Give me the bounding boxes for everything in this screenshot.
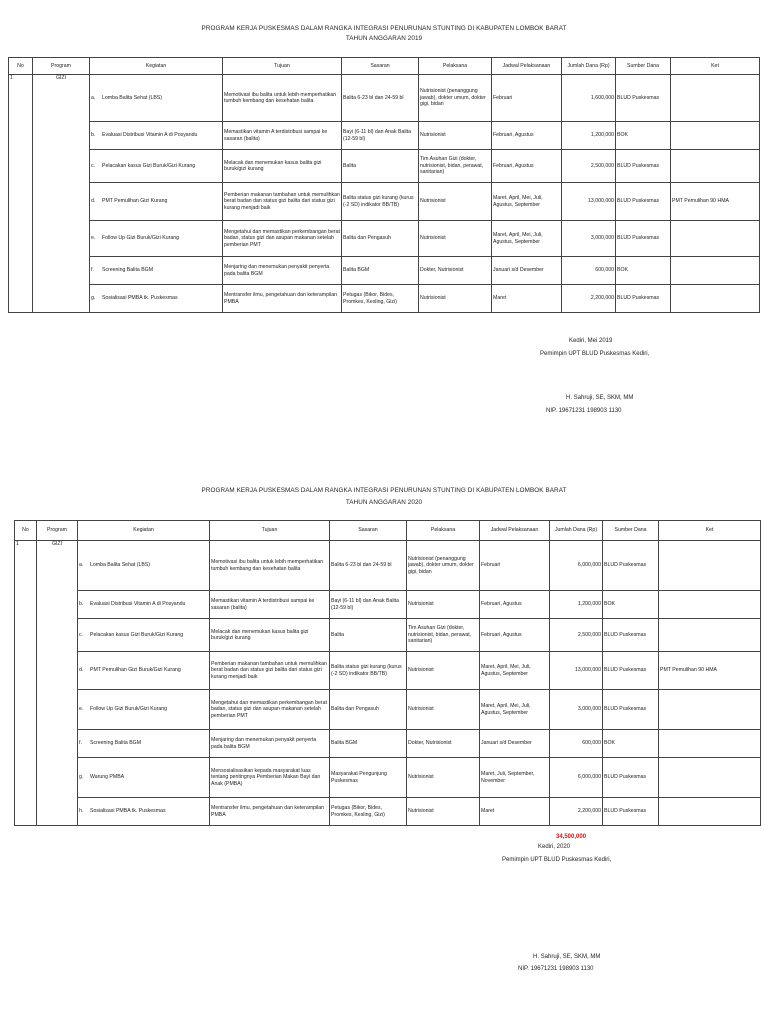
tujuan-cell: Pemberian makanan tambahan untuk memulihkan berat badan dan status gizi balita dari status gizi kurang menjadi baik — [210, 652, 330, 690]
dana-cell: 600,000 — [562, 257, 616, 285]
sumber-dana-cell: BLUD Puskesmas — [616, 183, 671, 221]
table-row — [15, 619, 761, 652]
tujuan-cell: Menjaring dan menemukan penyakit penyerta pada balita BGM — [210, 730, 330, 758]
doc2-signer-name: H. Sahruji, SE, SKM, MM — [533, 954, 601, 960]
tujuan-cell: Pemberian makanan tambahan untuk memulihkan berat badan dan status gizi balita dari status gizi kurang menjadi baik — [223, 183, 342, 221]
dana-cell: 3,000,000 — [550, 690, 603, 730]
row-number-cell: 1 — [15, 541, 37, 826]
sasaran-cell: Masyarakat Pengunjung Puskesmas — [330, 758, 407, 798]
program-cell: GIZI — [33, 75, 90, 313]
jadwal-cell: Maret, Juli, September, November — [480, 758, 550, 798]
sasaran-cell: Bayi (6-11 bl) dan Anak Balita (12-59 bl) — [342, 122, 419, 150]
kegiatan-name: Screening Balita BGM — [90, 740, 142, 747]
dana-cell: 1,200,000 — [562, 122, 616, 150]
dana-cell: 2,500,000 — [550, 619, 603, 652]
kegiatan-letter: c. — [91, 162, 96, 169]
sasaran-cell: Balita 6-23 bl dan 24-59 bl — [330, 541, 407, 591]
jadwal-cell: Februari, Agustus — [480, 619, 550, 652]
dana-cell: 13,000,000 — [562, 183, 616, 221]
sumber-dana-cell: BOK — [603, 730, 659, 758]
ket-cell: PMT Pemulihan 90 HMA — [659, 652, 761, 690]
jadwal-cell: Maret — [492, 285, 562, 313]
doc1-signer-nip: NIP. 19671231 198903 1130 — [546, 408, 622, 414]
tujuan-cell: Memotivasi ibu balita untuk lebih memperhatikan tumbuh kembang dan kesehatan balita — [223, 75, 342, 122]
kegiatan-letter: h. — [79, 808, 84, 815]
table-row — [9, 75, 760, 122]
ket-cell — [659, 730, 761, 758]
sumber-dana-cell: BOK — [603, 591, 659, 619]
sasaran-cell: Bayi (6-11 bl) dan Anak Balita (12-59 bl) — [330, 591, 407, 619]
doc1-header-cell: Program — [33, 58, 90, 75]
pelaksana-cell: Nutrisionist (penanggung jawab), dokter umum, dokter gigi, bidan — [407, 541, 480, 591]
doc2-header-cell: Ket — [659, 521, 761, 541]
doc2-signer-title: Pemimpin UPT BLUD Puskesmas Kediri, — [502, 857, 612, 863]
doc1-header-cell: Jadwal Pelaksanaan — [492, 58, 562, 75]
kegiatan-name: PMT Pemulihan Gizi Buruk/Gizi Kurang — [90, 667, 181, 674]
jadwal-cell: Februari, Agustus — [492, 150, 562, 183]
sasaran-cell: Balita — [330, 619, 407, 652]
jadwal-cell: Maret, April, Mei, Juli, Agustus, September — [492, 183, 562, 221]
doc2-header-cell: Kegiatan — [78, 521, 210, 541]
kegiatan-cell — [90, 75, 223, 122]
ket-cell — [671, 257, 760, 285]
ket-cell — [659, 690, 761, 730]
sumber-dana-cell: BLUD Puskesmas — [603, 758, 659, 798]
tujuan-cell: Memotivasi ibu balita untuk lebih memperhatikan tumbuh kembang dan kesehatan balita — [210, 541, 330, 591]
jadwal-cell: Februari — [492, 75, 562, 122]
doc2-header-cell: Tujuan — [210, 521, 330, 541]
kegiatan-name: Lomba Balita Sehat (LBS) — [90, 562, 150, 569]
ket-cell — [659, 591, 761, 619]
sasaran-cell: Balita 6-23 bl dan 24-59 bl — [342, 75, 419, 122]
table-row — [9, 221, 760, 257]
kegiatan-cell — [90, 183, 223, 221]
doc1-header-cell: Sasaran — [342, 58, 419, 75]
doc2-program-table — [14, 520, 761, 826]
kegiatan-letter: d. — [79, 667, 84, 674]
sasaran-cell: Petugas (Bikor, Bides, Promkes, Kesling, Gizi) — [330, 798, 407, 826]
dana-cell: 6,000,000 — [550, 758, 603, 798]
pelaksana-cell: Dokter, Nutrisionist — [407, 730, 480, 758]
dana-cell: 2,500,000 — [562, 150, 616, 183]
tujuan-cell: Menjaring dan menemukan penyakit penyerta pada balita BGM — [223, 257, 342, 285]
table-row — [15, 690, 761, 730]
kegiatan-name: Pelacakan kasus Gizi Buruk/Gizi Kurang — [90, 631, 184, 638]
pelaksana-cell: Nutrisionist — [407, 591, 480, 619]
program-cell: GIZI — [37, 541, 78, 826]
ket-cell — [659, 619, 761, 652]
kegiatan-name: Screening Balita BGM — [102, 267, 154, 274]
doc1-subtitle: TAHUN ANGGARAN 2019 — [345, 35, 423, 42]
kegiatan-cell — [78, 591, 210, 619]
sumber-dana-cell: BLUD Puskesmas — [603, 690, 659, 730]
table-row — [9, 285, 760, 313]
table-row — [15, 758, 761, 798]
sumber-dana-cell: BLUD Puskesmas — [616, 285, 671, 313]
ket-cell — [671, 150, 760, 183]
dana-cell: 6,000,000 — [550, 541, 603, 591]
kegiatan-letter: g. — [79, 774, 84, 781]
tujuan-cell: Mengetahui dan memastikan perkembangan berat badan, status gizi dan asupan makanan setelah pemberian PMT — [223, 221, 342, 257]
kegiatan-cell — [90, 150, 223, 183]
ket-cell — [671, 122, 760, 150]
pelaksana-cell: Tim Asuhan Gizi (dokter, nutrisionist, bidan, perawat, sanitarian) — [407, 619, 480, 652]
dana-cell: 1,200,000 — [550, 591, 603, 619]
table-row — [15, 798, 761, 826]
sumber-dana-cell: BLUD Puskesmas — [616, 75, 671, 122]
sumber-dana-cell: BOK — [616, 122, 671, 150]
dana-cell: 2,200,000 — [562, 285, 616, 313]
tujuan-cell: Mensosialisasikan kepada masyarakat luas tentang pentingnya Pemberian Makan Bayi dan Anak (PMBA) — [210, 758, 330, 798]
sasaran-cell: Balita BGM — [342, 257, 419, 285]
table-row — [15, 591, 761, 619]
ket-cell — [659, 541, 761, 591]
pelaksana-cell: Nutrisionist — [407, 758, 480, 798]
kegiatan-letter: f. — [91, 267, 94, 274]
sumber-dana-cell: BLUD Puskesmas — [603, 619, 659, 652]
doc1-header-cell: Kegiatan — [90, 58, 223, 75]
table-row — [15, 652, 761, 690]
kegiatan-letter: b. — [79, 601, 84, 608]
tujuan-cell: Melacak dan menemukan kasus balita gizi buruk/gizi kurang — [210, 619, 330, 652]
kegiatan-name: Follow Up Gizi Buruk/Gizi Kurang — [102, 235, 179, 242]
table-row — [9, 257, 760, 285]
table-row — [9, 150, 760, 183]
table-row — [15, 730, 761, 758]
kegiatan-letter: b. — [91, 132, 96, 139]
kegiatan-letter: a. — [79, 562, 84, 569]
tujuan-cell: Melacak dan menemukan kasus balita gizi buruk/gizi kurang — [223, 150, 342, 183]
doc1-signer-name: H. Sahruji, SE, SKM, MM — [566, 395, 634, 401]
sumber-dana-cell: BLUD Puskesmas — [616, 221, 671, 257]
kegiatan-cell — [78, 758, 210, 798]
tujuan-cell: Memastikan vitamin A terdistribusi sampai ke sasaran (balita) — [223, 122, 342, 150]
sasaran-cell: Balita dan Pengasuh — [342, 221, 419, 257]
doc2-title: PROGRAM KERJA PUSKESMAS DALAM RANGKA INTEGRASI PENURUNAN STUNTING DI KABUPATEN LOMBOK BARAT — [201, 487, 567, 494]
doc2-header-cell: No — [15, 521, 37, 541]
doc2-header-cell: Program — [37, 521, 78, 541]
kegiatan-cell — [78, 541, 210, 591]
doc1-header-cell: Jumlah Dana (Rp) — [562, 58, 616, 75]
doc1-header-cell: Sumber Dana — [616, 58, 671, 75]
pelaksana-cell: Dokter, Nutrisionist — [419, 257, 492, 285]
kegiatan-cell — [90, 285, 223, 313]
kegiatan-cell — [90, 122, 223, 150]
sasaran-cell: Balita status gizi kurang (kurus (-2 SD) indikator BB/TB) — [342, 183, 419, 221]
jadwal-cell: Maret, April, Mei, Juli, Agustus, September — [480, 690, 550, 730]
kegiatan-name: Pelacakan kasus Gizi Buruk/Gizi Kurang — [102, 162, 196, 169]
kegiatan-name: Sosialisasi PMBA tk. Puskesmas — [90, 808, 166, 815]
tujuan-cell: Mentransfer ilmu, pengetahuan dan keterampilan PMBA — [223, 285, 342, 313]
kegiatan-letter: d. — [91, 198, 96, 205]
ket-cell — [671, 285, 760, 313]
kegiatan-letter: f. — [79, 740, 82, 747]
kegiatan-letter: e. — [91, 235, 96, 242]
doc1-header-cell: Ket — [671, 58, 760, 75]
ket-cell — [659, 798, 761, 826]
jadwal-cell: Februari — [480, 541, 550, 591]
doc1-header-cell: Tujuan — [223, 58, 342, 75]
dana-cell: 3,000,000 — [562, 221, 616, 257]
doc2-header-cell: Pelaksana — [407, 521, 480, 541]
jadwal-cell: Januari s/d Desember — [480, 730, 550, 758]
doc2-header-row — [15, 521, 761, 541]
doc1-title: PROGRAM KERJA PUSKESMAS DALAM RANGKA INTEGRASI PENURUNAN STUNTING DI KABUPATEN LOMBOK BARAT — [201, 25, 567, 32]
kegiatan-cell — [78, 798, 210, 826]
sasaran-cell: Balita — [342, 150, 419, 183]
dana-cell: 1,600,000 — [562, 75, 616, 122]
doc2-place-date: Kediri, 2020 — [538, 844, 571, 850]
kegiatan-letter: e. — [79, 706, 84, 713]
pelaksana-cell: Nutrisionist — [419, 122, 492, 150]
jadwal-cell: Februari, Agustus — [480, 591, 550, 619]
sasaran-cell: Petugas (Bikor, Bides, Promkes, Kesling, Gizi) — [342, 285, 419, 313]
doc2-total-amount: 34,500,000 — [556, 834, 587, 840]
doc1-header-cell: No — [9, 58, 33, 75]
pelaksana-cell: Nutrisionist — [419, 221, 492, 257]
table-row — [9, 183, 760, 221]
sasaran-cell: Balita dan Pengasuh — [330, 690, 407, 730]
sasaran-cell: Balita status gizi kurang (kurus (-2 SD) indikator BB/TB) — [330, 652, 407, 690]
kegiatan-name: Lomba Balita Sehat (LBS) — [102, 94, 162, 101]
kegiatan-cell — [90, 221, 223, 257]
kegiatan-cell — [78, 619, 210, 652]
dana-cell: 600,000 — [550, 730, 603, 758]
kegiatan-cell — [90, 257, 223, 285]
pelaksana-cell: Nutrisionist — [407, 690, 480, 730]
kegiatan-cell — [78, 652, 210, 690]
ket-cell — [671, 221, 760, 257]
pelaksana-cell: Nutrisionist — [419, 183, 492, 221]
pelaksana-cell: Nutrisionist — [419, 285, 492, 313]
kegiatan-name: Sosialisasi PMBA tk. Puskesmas — [102, 295, 178, 302]
doc2-signer-nip: NIP. 19671231 198903 1130 — [518, 966, 594, 972]
row-number-cell: 1 — [9, 75, 33, 313]
doc1-header-cell: Pelaksana — [419, 58, 492, 75]
kegiatan-cell — [78, 730, 210, 758]
doc2-header-cell: Jumlah Dana (Rp) — [550, 521, 603, 541]
doc1-program-table — [8, 57, 760, 313]
kegiatan-name: PMT Pemulihan Gizi Kurang — [102, 198, 168, 205]
table-row — [9, 122, 760, 150]
jadwal-cell: Januari s/d Desember — [492, 257, 562, 285]
jadwal-cell: Februari, Agustus — [492, 122, 562, 150]
doc1-place-date: Kediri, Mei 2019 — [569, 338, 613, 344]
kegiatan-letter: a. — [91, 94, 96, 101]
doc2-header-cell: Sasaran — [330, 521, 407, 541]
sumber-dana-cell: BLUD Puskesmas — [603, 541, 659, 591]
kegiatan-name: Evaluasi Distribusi Vitamin A di Posyandu — [90, 601, 186, 608]
sumber-dana-cell: BLUD Puskesmas — [603, 652, 659, 690]
jadwal-cell: Maret, April, Mei, Juli, Agustus, September — [492, 221, 562, 257]
doc2-header-cell: Jadwal Pelaksanaan — [480, 521, 550, 541]
ket-cell — [659, 758, 761, 798]
ket-cell — [671, 75, 760, 122]
doc1-signer-title: Pemimpin UPT BLUD Puskesmas Kediri, — [540, 351, 650, 357]
tujuan-cell: Mengetahui dan memastikan perkembangan berat badan, status gizi dan asupan makanan setelah pemberian PMT — [210, 690, 330, 730]
table-row — [15, 541, 761, 591]
tujuan-cell: Mentransfer ilmu, pengetahuan dan keterampilan PMBA — [210, 798, 330, 826]
pelaksana-cell: Nutrisionist — [407, 652, 480, 690]
kegiatan-name: Evaluasi Distribusi Vitamin A di Posyandu — [102, 132, 198, 139]
doc1-header-row — [9, 58, 760, 75]
sumber-dana-cell: BLUD Puskesmas — [616, 150, 671, 183]
ket-cell: PMT Pemulihan 90 HMA — [671, 183, 760, 221]
sumber-dana-cell: BLUD Puskesmas — [603, 798, 659, 826]
kegiatan-letter: c. — [79, 631, 84, 638]
sasaran-cell: Balita BGM — [330, 730, 407, 758]
dana-cell: 2,200,000 — [550, 798, 603, 826]
kegiatan-cell — [78, 690, 210, 730]
doc2-subtitle: TAHUN ANGGARAN 2020 — [345, 499, 423, 506]
pelaksana-cell: Nutrisionist (penanggung jawab), dokter umum, dokter gigi, bidan — [419, 75, 492, 122]
sumber-dana-cell: BOK — [616, 257, 671, 285]
kegiatan-name: Warung PMBA — [90, 774, 125, 781]
pelaksana-cell: Tim Asuhan Gizi (dokter, nutrisionist, bidan, perawat, sanitarian) — [419, 150, 492, 183]
doc2-header-cell: Sumber Dana — [603, 521, 659, 541]
jadwal-cell: Maret — [480, 798, 550, 826]
jadwal-cell: Maret, April, Mei, Juli, Agustus, September — [480, 652, 550, 690]
pelaksana-cell: Nutrisionist — [407, 798, 480, 826]
kegiatan-letter: g. — [91, 295, 96, 302]
dana-cell: 13,000,000 — [550, 652, 603, 690]
tujuan-cell: Memastikan vitamin A terdistribusi sampai ke sasaran (balita) — [210, 591, 330, 619]
kegiatan-name: Follow Up Gizi Buruk/Gizi Kurang — [90, 706, 167, 713]
